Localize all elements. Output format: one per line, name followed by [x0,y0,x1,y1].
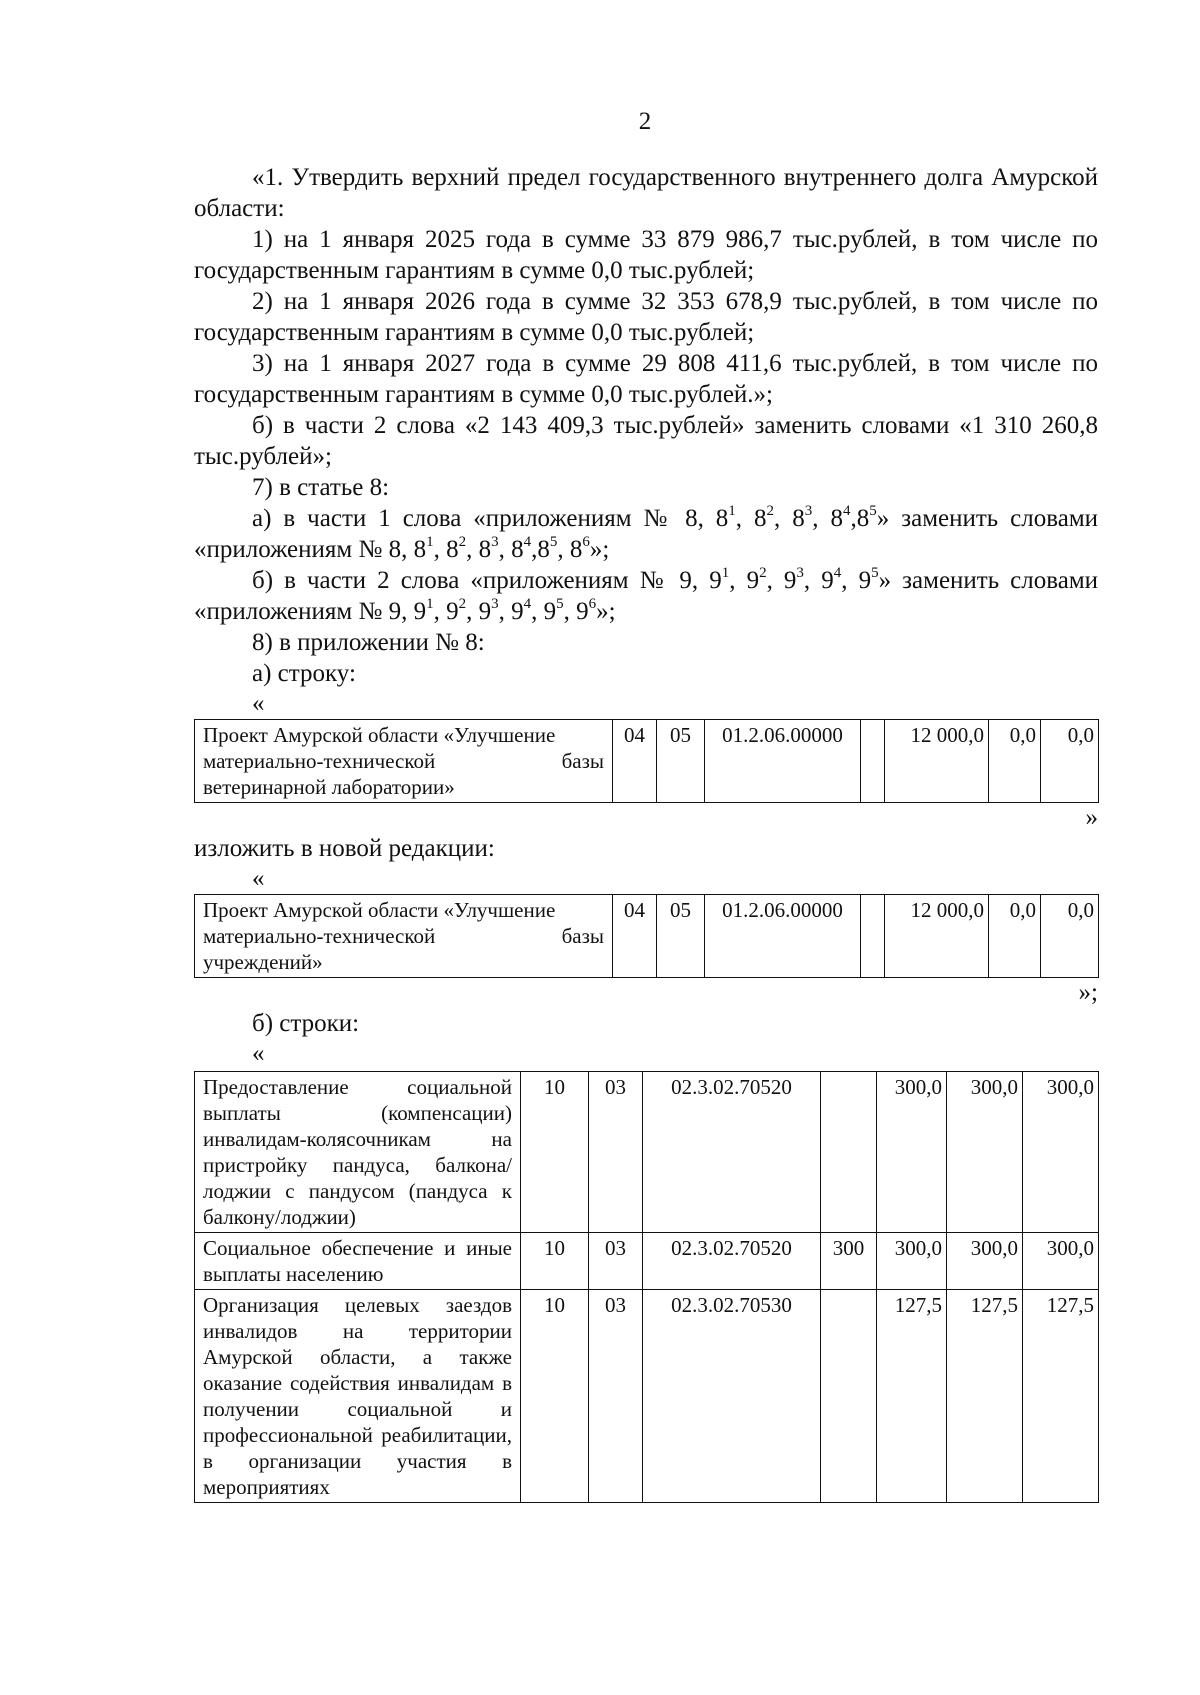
paragraph-part-2: б) в части 2 слова «2 143 409,3 тыс.рублей» заменить словами «1 310 260,8 тыс.рублей»; [194,412,1098,470]
table-cell-value-2: 300,0 [947,1072,1023,1233]
table-cell-value-2: 0,0 [989,895,1041,978]
paragraph-debt-limit: «1. Утвердить верхний предел государственного внутреннего долга Амурской области: [194,164,1098,222]
table-cell-target: 02.3.02.70530 [643,1290,821,1503]
paragraph-new-edition: изложить в новой редакции: [194,835,495,862]
table-cell-expense-type [861,720,885,803]
table-cell-subsection: 03 [589,1072,643,1233]
table-cell-subsection: 05 [657,720,705,803]
table-cell-section: 10 [521,1290,589,1503]
table-cell-expense-type [821,1072,877,1233]
table-cell-value-3: 127,5 [1023,1290,1099,1503]
table-cell-value-3: 300,0 [1023,1072,1099,1233]
open-quote: « [252,865,265,892]
table-rows-b [194,1071,1099,1503]
open-quote: « [252,1040,265,1067]
table-cell-name: Социальное обеспечение и иные выплаты населению [195,1233,521,1290]
table-cell-target: 02.3.02.70520 [643,1072,821,1233]
table-cell-subsection: 05 [657,895,705,978]
table-cell-expense-type [821,1290,877,1503]
table-cell-target: 01.2.06.00000 [705,895,861,978]
table-cell-subsection: 03 [589,1290,643,1503]
document-body [194,162,1098,1503]
close-quote-semicolon: »; [1078,979,1098,1006]
table-row [195,720,1099,803]
table-cell-target: 01.2.06.00000 [705,720,861,803]
table-cell-value-3: 300,0 [1023,1233,1099,1290]
table-cell-name: Предоставление социальной выплаты (компенсации) инвалидам-колясочникам на пристройку пандуса, балкона/лоджии с пандусом (пандуса к балкону/лоджии) [195,1072,521,1233]
table-row [195,1233,1099,1290]
page-number: 2 [638,108,652,135]
table-cell-subsection: 03 [589,1233,643,1290]
table-row [195,895,1099,978]
table-cell-value-1: 12 000,0 [885,720,989,803]
table-row [195,1072,1099,1233]
table-cell-value-3: 0,0 [1041,895,1099,978]
table-new-row [194,894,1099,978]
table-old-row [194,719,1099,803]
paragraph-part-2-annexes: б) в части 2 слова «приложениям № 9, $9^1$, $9^2$, $9^3$, $9^4$, $9^5$» заменить словами «приложениям № 9, $9^1$, $9^2$, $9^3$, $9^4$, $9^5$, $9^6$»; [194,564,1099,625]
table-cell-value-1: 12 000,0 [885,895,989,978]
paragraph-row-a: а) строку: [252,660,356,687]
table-cell-name: Проект Амурской области «Улучшение материально-технической базы ветеринарной лаборатории» [195,720,613,803]
table-cell-target: 02.3.02.70520 [643,1233,821,1290]
open-quote: « [252,690,265,717]
paragraph-rows-b: б) строки: [252,1010,360,1037]
table-cell-expense-type: 300 [821,1233,877,1290]
paragraph-article-8: 7) в статье 8: [252,474,390,501]
close-quote: » [1085,804,1098,831]
table-cell-value-3: 0,0 [1041,720,1099,803]
table-cell-section: 10 [521,1233,589,1290]
paragraph-2027: 3) на 1 января 2027 года в сумме 29 808 411,6 тыс.рублей, в том числе по государственным гарантиям в сумме 0,0 тыс.рублей.»; [194,350,1098,408]
table-cell-name: Организация целевых заездов инвалидов на территории Амурской области, а также оказание содействия инвалидам в получении социальной и профессиональной реабилитации, в организации участия в мероприятиях [195,1290,521,1503]
table-cell-value-2: 0,0 [989,720,1041,803]
table-row [195,1290,1099,1503]
table-cell-value-1: 300,0 [877,1072,947,1233]
paragraph-2025: 1) на 1 января 2025 года в сумме 33 879 986,7 тыс.рублей, в том числе по государственным гарантиям в сумме 0,0 тыс.рублей; [194,226,1098,284]
table-cell-name: Проект Амурской области «Улучшение материально-технической базы учреждений» [195,895,613,978]
table-cell-value-1: 300,0 [877,1233,947,1290]
paragraph-2026: 2) на 1 января 2026 года в сумме 32 353 678,9 тыс.рублей, в том числе по государственным гарантиям в сумме 0,0 тыс.рублей; [194,288,1098,346]
paragraph-part-1-annexes: а) в части 1 слова «приложениям № 8, $8^1$, $8^2$, $8^3$, $8^4,8^5$» заменить словами «приложениям № 8, $8^1$, $8^2$, $8^3$, $8^4,8^5$, $8^6$»; [194,502,1099,563]
table-cell-section: 04 [613,895,657,978]
table-cell-value-2: 300,0 [947,1233,1023,1290]
table-cell-expense-type [861,895,885,978]
table-cell-section: 04 [613,720,657,803]
paragraph-annex-8: 8) в приложении № 8: [252,629,485,656]
table-cell-value-2: 127,5 [947,1290,1023,1503]
table-cell-section: 10 [521,1072,589,1233]
table-cell-value-1: 127,5 [877,1290,947,1503]
